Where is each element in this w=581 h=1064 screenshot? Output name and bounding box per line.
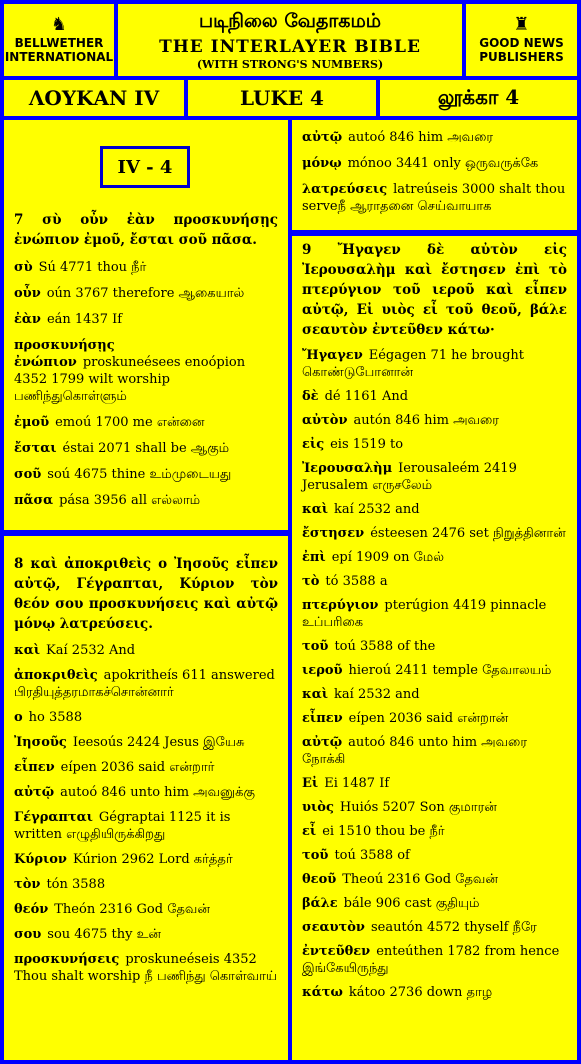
word-row	[292, 871, 577, 888]
greek-word: καὶ	[14, 643, 41, 658]
greek-word: πτερύγιον	[302, 598, 379, 613]
greek-word: ο	[14, 710, 23, 725]
translation-text: Kaí 2532 And	[46, 643, 136, 658]
translation-text: latreúseis 3000 shalt thou serveநீ ஆராதனை செய்வாயாக	[302, 182, 566, 214]
word-row	[4, 440, 288, 457]
word-row	[4, 734, 288, 751]
translation-text: autón 846 him அவரை	[353, 413, 499, 428]
word-row	[4, 667, 288, 701]
word-row	[292, 501, 577, 518]
logo-text: GOOD NEWS PUBLISHERS	[479, 36, 564, 64]
translation-text: epí 1909 on மேல்	[331, 550, 445, 565]
chapter-english	[188, 80, 376, 116]
chapter-greek-text: ΛΟΥΚΑΝ IV	[28, 86, 160, 110]
title-block	[118, 4, 462, 76]
word-row	[292, 347, 577, 381]
title-subtitle: (WITH STRONG'S NUMBERS)	[196, 58, 384, 71]
translation-text: Gégraptai 1125 it is written எழுதியிருக்கிறது	[14, 810, 231, 842]
word-row	[292, 984, 577, 1001]
translation-text: autoó 846 him அவரை	[348, 130, 494, 145]
greek-word: δὲ	[302, 389, 319, 404]
greek-word: ἐμοῦ	[14, 415, 50, 430]
greek-word: υιὸς	[302, 800, 334, 815]
word-row	[292, 460, 577, 494]
greek-word: προσκυνήσεις	[14, 952, 120, 967]
word-row	[292, 155, 577, 172]
word-row	[292, 525, 577, 542]
word-row	[292, 412, 577, 429]
greek-word: Ἰερουσαλὴμ	[302, 461, 393, 476]
greek-word: σὺ	[14, 260, 33, 275]
greek-word: σεαυτὸν	[302, 920, 365, 935]
translation-text: sou 4675 thy உன்	[47, 927, 161, 942]
word-row	[292, 573, 577, 590]
greek-word: εἶπεν	[14, 760, 55, 775]
translation-text: toú 3588 of the	[334, 639, 436, 654]
word-row	[292, 686, 577, 703]
translation-text: autoó 846 unto him அவனுக்கு	[60, 785, 255, 800]
title-tamil: படிநிலை வேதாகமம்	[198, 10, 382, 32]
translation-text: enteúthen 1782 from hence இங்கேயிருந்து	[302, 944, 560, 976]
greek-word: λατρεύσεις	[302, 182, 388, 197]
translation-text: soú 4675 thine உம்முடையது	[47, 467, 232, 482]
lamp-icon: ♜	[513, 14, 530, 35]
greek-word: αὐτῷ	[302, 130, 343, 145]
translation-text: Theón 2316 God தேவன்	[54, 902, 210, 917]
greek-word: ἀποκριθεὶς	[14, 668, 98, 683]
panel-verse-8-continued	[292, 120, 577, 230]
greek-word: Κύριον	[14, 852, 67, 867]
word-row	[292, 181, 577, 215]
greek-word: τὸ	[302, 574, 320, 589]
word-row	[4, 951, 288, 985]
word-row	[4, 414, 288, 431]
word-row	[4, 492, 288, 509]
word-row	[4, 851, 288, 868]
greek-word: τοῦ	[302, 639, 329, 654]
word-row	[292, 436, 577, 453]
word-row	[292, 129, 577, 146]
greek-word: εἶπεν	[302, 711, 343, 726]
word-row	[292, 847, 577, 864]
greek-word: μόνῳ	[302, 156, 342, 171]
word-row	[4, 809, 288, 843]
word-row	[4, 311, 288, 328]
translation-text: ho 3588	[28, 710, 83, 725]
translation-text: apokritheís 611 answered பிரதியுத்தரமாகச்சொன்னார்	[14, 668, 275, 700]
translation-text: seautón 4572 thyself நீரே	[370, 920, 537, 935]
word-row	[4, 784, 288, 801]
panel-verse-8	[4, 536, 288, 1060]
greek-word: ιεροῦ	[302, 663, 343, 678]
translation-text: emoú 1700 me என்னை	[55, 415, 205, 430]
translation-text: eípen 2036 said என்றார்	[60, 760, 215, 775]
translation-text: Ierousaleém 2419 Jerusalem எருசலேம்	[302, 461, 517, 493]
word-row	[4, 285, 288, 302]
chapter-english-text: LUKE 4	[240, 86, 324, 110]
translation-text: Kúrion 2962 Lord கர்த்தர்	[72, 852, 233, 867]
translation-text: hieroú 2411 temple தேவாலயம்	[348, 663, 552, 678]
translation-text: tó 3588 a	[325, 574, 388, 589]
greek-word: Γέγραπται	[14, 810, 93, 825]
greek-word: αὐτῷ	[302, 735, 343, 750]
greek-word: τοῦ	[302, 848, 329, 863]
chapter-tamil-text: லூக்கா 4	[437, 84, 520, 109]
greek-word: καὶ	[302, 502, 329, 517]
greek-word: ἐντεῦθεν	[302, 944, 371, 959]
translation-text: eán 1437 If	[46, 312, 123, 327]
word-row	[292, 775, 577, 792]
greek-word: τὸν	[14, 877, 41, 892]
logo-text: BELLWETHER INTERNATIONAL	[4, 36, 114, 64]
lamb-icon: ♞	[50, 14, 68, 35]
word-row	[4, 709, 288, 726]
chapter-label: IV - 4	[100, 146, 190, 188]
greek-word: εἰς	[302, 437, 325, 452]
word-row	[292, 799, 577, 816]
greek-word: βάλε	[302, 896, 338, 911]
greek-word: οὖν	[14, 286, 41, 301]
greek-word: εἶ	[302, 824, 317, 839]
greek-word: ἐπὶ	[302, 550, 326, 565]
word-row	[4, 642, 288, 659]
word-row	[292, 597, 577, 631]
verse-text: 8 καὶ ἀποκριθεὶς ο Ἰησοῦς εἶπεν αὐτῷ, Γέγραπται, Κύριον τὸν θεόν σου προσκυνήσεις καὶ αὐτῷ μόνῳ λατρεύσεις.	[14, 556, 278, 632]
greek-word: προσκυνήσῃς ἐνώπιον	[14, 338, 115, 370]
title-english: THE INTERLAYER BIBLE	[159, 37, 421, 57]
panel-verse-7	[4, 120, 288, 530]
word-row	[4, 759, 288, 776]
chapter-greek	[4, 80, 184, 116]
word-row	[292, 734, 577, 768]
translation-text: Huiós 5207 Son குமாரன்	[339, 800, 497, 815]
greek-word: καὶ	[302, 687, 329, 702]
translation-text: bále 906 cast குதியும்	[343, 896, 480, 911]
translation-text: éstai 2071 shall be ஆகும்	[62, 441, 230, 456]
greek-word: θεόν	[14, 902, 49, 917]
word-row	[4, 926, 288, 943]
greek-word: αὐτῷ	[14, 785, 55, 800]
greek-word: πᾶσα	[14, 493, 54, 508]
translation-text: tón 3588	[46, 877, 106, 892]
translation-text: pterúgion 4419 pinnacle உப்பரிகை	[302, 598, 547, 630]
word-row	[292, 895, 577, 912]
logo-bellwether	[4, 4, 114, 76]
translation-text: kátoo 2736 down தாழ	[348, 985, 493, 1000]
word-row	[292, 388, 577, 405]
word-row	[4, 876, 288, 893]
translation-text: toú 3588 of	[334, 848, 410, 863]
word-row	[4, 901, 288, 918]
chapter-tamil	[380, 80, 577, 116]
translation-text: Ieesoús 2424 Jesus இயேசு	[72, 735, 245, 750]
greek-word: σοῦ	[14, 467, 42, 482]
word-row	[292, 710, 577, 727]
word-row	[292, 919, 577, 936]
greek-word: Ἤγαγεν	[302, 348, 363, 363]
translation-text: kaí 2532 and	[334, 687, 420, 702]
greek-word: Εἰ	[302, 776, 319, 791]
translation-text: Ei 1487 If	[324, 776, 390, 791]
translation-text: ésteesen 2476 set நிறுத்தினான்	[370, 526, 566, 541]
panel-verse-9	[292, 236, 577, 1060]
greek-word: κάτω	[302, 985, 343, 1000]
translation-text: mónoo 3441 only ஒருவருக்கே	[347, 156, 539, 171]
verse-text: 9 Ἤγαγεν δὲ αὐτὸν εἰς Ἰερουσαλὴμ καὶ ἔστησεν ἐπὶ τὸ πτερύγιον τοῦ ιεροῦ καὶ εἶπεν αὐτῷ, Εἰ υιὸς εἶ τοῦ θεοῦ, βάλε σεαυτὸν ἐντεῦθεν κάτω·	[302, 242, 567, 338]
translation-text: autoó 846 unto him அவரை நோக்கி	[302, 735, 528, 767]
word-row	[4, 466, 288, 483]
translation-text: proskuneésees enoópion 4352 1799 wilt worship பணிந்துகொள்ளும்	[14, 355, 246, 404]
translation-text: dé 1161 And	[324, 389, 409, 404]
translation-text: Theoú 2316 God தேவன்	[342, 872, 498, 887]
greek-word: ἔσται	[14, 441, 57, 456]
word-row	[292, 662, 577, 679]
word-row	[292, 823, 577, 840]
greek-word: θεοῦ	[302, 872, 337, 887]
greek-word: ἔστησεν	[302, 526, 365, 541]
word-row	[292, 638, 577, 655]
logo-goodnews	[466, 4, 577, 76]
translation-text: eípen 2036 said என்றான்	[348, 711, 509, 726]
greek-word: αὐτὸν	[302, 413, 348, 428]
verse-text: 7 σὺ οὖν ἐὰν προσκυνήσῃς ἐνώπιον ἐμοῦ, ἔσται σοῦ πᾶσα.	[14, 212, 278, 248]
translation-text: eis 1519 to	[330, 437, 404, 452]
translation-text: proskuneéseis 4352 Thou shalt worship நீ பணிந்து கொள்வாய்	[14, 952, 278, 984]
word-row	[4, 259, 288, 276]
greek-word: Ἰησοῦς	[14, 735, 67, 750]
greek-word: σου	[14, 927, 42, 942]
translation-text: oún 3767 therefore ஆகையால்	[46, 286, 245, 301]
translation-text: kaí 2532 and	[334, 502, 420, 517]
translation-text: Eégagen 71 he brought கொண்டுபோனான்	[302, 348, 525, 380]
word-row	[4, 337, 288, 405]
word-row	[292, 943, 577, 977]
translation-text: ei 1510 thou be நீர்	[322, 824, 445, 839]
translation-text: Sú 4771 thou நீர்	[38, 260, 147, 275]
translation-text: pása 3956 all எல்லாம்	[59, 493, 201, 508]
word-row	[292, 549, 577, 566]
greek-word: ἐὰν	[14, 312, 41, 327]
